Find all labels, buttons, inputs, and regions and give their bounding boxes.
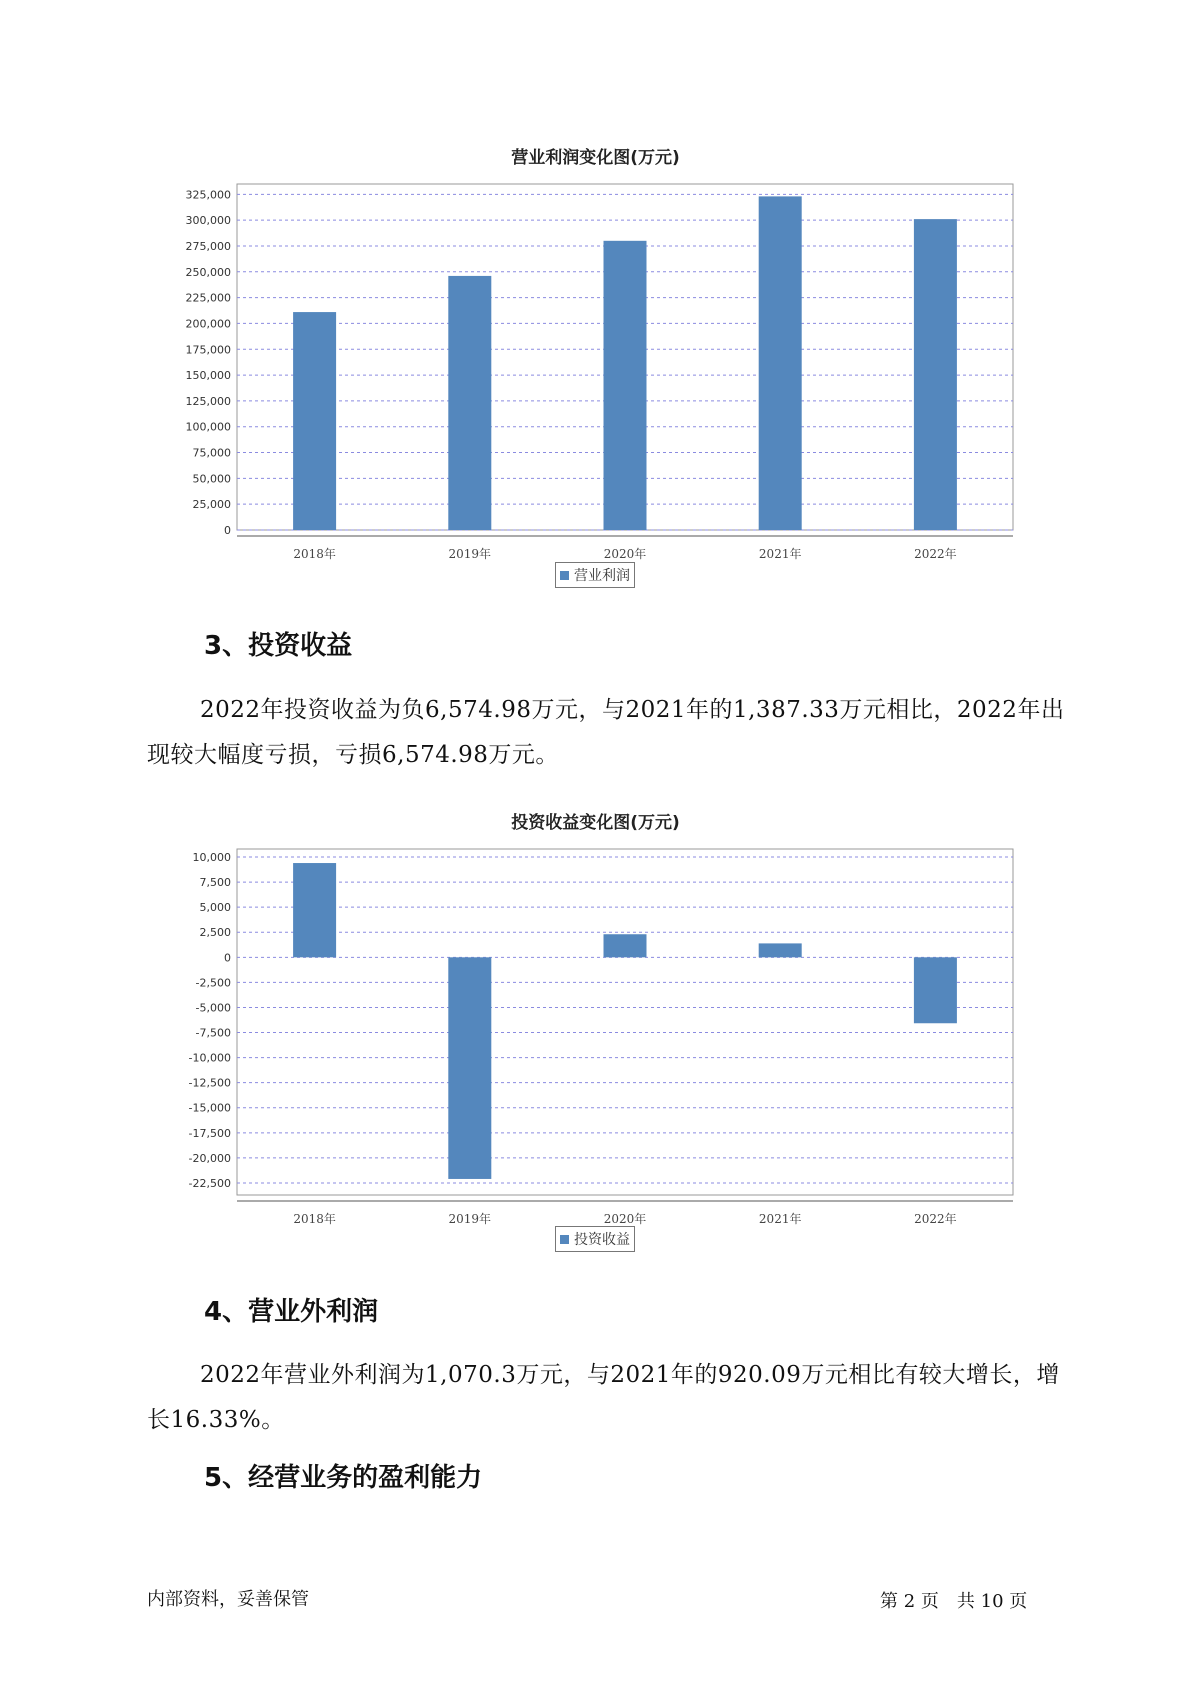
bar-2019年 xyxy=(448,276,491,530)
y-tick-label: 50,000 xyxy=(192,472,231,486)
x-tick-label: 2022年 xyxy=(914,1212,957,1226)
paragraph-non-operating-profit: 2022年营业外利润为1,070.3万元，与2021年的920.09万元相比有较大增长，增长16.33%。 xyxy=(147,1362,1060,1433)
y-tick-label: -7,500 xyxy=(195,1026,231,1040)
y-tick-label: 250,000 xyxy=(185,265,231,279)
bar-2021年 xyxy=(759,943,802,957)
y-tick-label: 225,000 xyxy=(185,291,231,305)
x-tick-label: 2018年 xyxy=(293,1212,336,1226)
bar-2021年 xyxy=(759,196,802,530)
y-tick-label: 0 xyxy=(224,524,231,537)
bar-2018年 xyxy=(293,863,336,957)
chart-title-investment-income: 投资收益变化图(万元) xyxy=(511,813,680,833)
y-tick-label: 275,000 xyxy=(185,239,231,253)
chart-legend-operating-profit xyxy=(555,562,635,588)
investment-income-chart xyxy=(0,835,1191,1255)
y-tick-label: 300,000 xyxy=(185,214,231,228)
chart-title-operating-profit: 营业利润变化图(万元) xyxy=(511,148,680,168)
chart-legend-investment-income xyxy=(555,1226,635,1252)
y-tick-label: 10,000 xyxy=(192,851,231,865)
bar-2022年 xyxy=(914,957,957,1023)
x-tick-label: 2018年 xyxy=(293,547,336,561)
bar-2018年 xyxy=(293,312,336,530)
section-heading-profitability: 5、经营业务的盈利能力 xyxy=(204,1463,483,1493)
legend-swatch xyxy=(560,571,569,580)
paragraph-investment-income: 2022年投资收益为负6,574.98万元，与2021年的1,387.33万元相比，2022年出现较大幅度亏损，亏损6,574.98万元。 xyxy=(147,697,1065,768)
x-tick-label: 2022年 xyxy=(914,547,957,561)
bar-2020年 xyxy=(604,241,647,530)
y-tick-label: -12,500 xyxy=(188,1076,231,1090)
y-tick-label: 175,000 xyxy=(185,343,231,357)
y-tick-label: -15,000 xyxy=(188,1101,231,1115)
x-tick-label: 2020年 xyxy=(603,1212,647,1226)
y-tick-label: 25,000 xyxy=(192,498,231,512)
footer-confidential-note: 内部资料，妥善保管 xyxy=(147,1589,309,1610)
plot-area xyxy=(237,849,1013,1195)
section-heading-non-operating-profit: 4、营业外利润 xyxy=(204,1297,379,1327)
bar-2020年 xyxy=(604,934,647,957)
x-tick-label: 2021年 xyxy=(758,547,802,561)
footer-page-number: 第 2 页 共 10 页 xyxy=(880,1591,1028,1612)
y-tick-label: 125,000 xyxy=(185,394,231,408)
x-tick-label: 2019年 xyxy=(448,547,492,561)
legend-label: 营业利润 xyxy=(574,568,630,584)
legend-label: 投资收益 xyxy=(574,1232,630,1248)
y-tick-label: -17,500 xyxy=(188,1126,231,1140)
section-heading-investment-income: 3、投资收益 xyxy=(204,631,353,661)
y-tick-label: -10,000 xyxy=(188,1051,231,1065)
y-tick-label: 5,000 xyxy=(199,901,231,915)
y-tick-label: 0 xyxy=(224,951,231,965)
legend-swatch xyxy=(560,1235,569,1244)
bar-2019年 xyxy=(448,957,491,1179)
bar-2022年 xyxy=(914,219,957,530)
x-tick-label: 2021年 xyxy=(758,1212,802,1226)
y-tick-label: 200,000 xyxy=(185,317,231,331)
y-tick-label: -20,000 xyxy=(188,1151,231,1165)
y-tick-label: 150,000 xyxy=(185,369,231,383)
x-tick-label: 2019年 xyxy=(448,1212,492,1226)
operating-profit-chart xyxy=(0,170,1191,590)
y-tick-label: 7,500 xyxy=(199,876,231,890)
x-tick-label: 2020年 xyxy=(603,547,647,561)
y-tick-label: 100,000 xyxy=(185,420,231,434)
y-tick-label: 2,500 xyxy=(199,926,231,940)
y-tick-label: 75,000 xyxy=(192,446,231,460)
y-tick-label: -2,500 xyxy=(195,976,231,990)
y-tick-label: 325,000 xyxy=(185,188,231,202)
y-tick-label: -22,500 xyxy=(188,1176,231,1190)
y-tick-label: -5,000 xyxy=(195,1001,231,1015)
